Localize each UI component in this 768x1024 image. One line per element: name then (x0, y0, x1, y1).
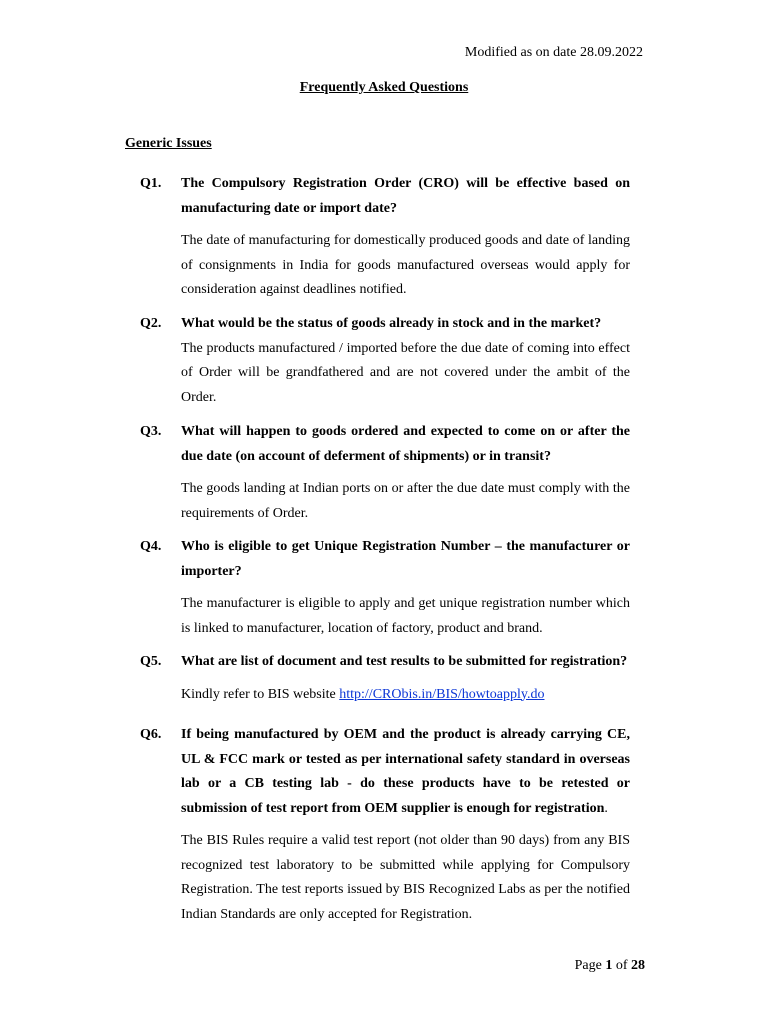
question-number: Q1. (140, 176, 162, 191)
question-text: The Compulsory Registration Order (CRO) will be effective based on manufacturing date or import date? (181, 176, 630, 216)
page-total: 28 (631, 958, 645, 973)
modified-date: Modified as on date 28.09.2022 (464, 45, 643, 60)
question-number: Q3. (140, 424, 162, 439)
question-text: Who is eligible to get Unique Registration Number – the manufacturer or importer? (181, 539, 630, 579)
answer-text (181, 683, 630, 708)
answer-text: The BIS Rules require a valid test report (not older than 90 days) from any BIS recognized test laboratory to be submitted while applying for Compulsory Registration. The test reports issued by BIS Recognized Labs as per the notified Indian Standards are only accepted for Registration. (181, 833, 630, 922)
answer-text: The goods landing at Indian ports on or after the due date must comply with the requirements of Order. (181, 481, 630, 521)
page-number (575, 957, 645, 975)
question-number: Q2. (140, 316, 162, 331)
faq-item-q5 (140, 650, 630, 707)
question-text (181, 723, 630, 821)
of-label: of (615, 958, 628, 973)
faq-item-q3 (140, 420, 630, 526)
answer-prefix: Kindly refer to BIS website (181, 686, 340, 702)
page-current: 1 (605, 958, 613, 973)
faq-item-q2 (140, 312, 630, 410)
question-text: What would be the status of goods already in stock and in the market? (181, 316, 602, 331)
question-body: If being manufactured by OEM and the product is already carrying CE, UL & FCC mark or tested as per international safety standard in overseas lab or a CB testing lab - do these products have to be retested or submission of test report from OEM supplier is enough for registration (181, 727, 630, 816)
faq-item-q1 (140, 172, 630, 303)
question-text: What are list of document and test results to be submitted for registration? (181, 654, 628, 669)
faq-item-q6 (140, 723, 630, 927)
question-period: . (604, 800, 608, 816)
question-number: Q6. (140, 727, 162, 742)
page-title: Frequently Asked Questions (299, 80, 469, 95)
question-text: What will happen to goods ordered and expected to come on or after the due date (on account of deferment of shipments) or in transit? (181, 424, 630, 464)
answer-text: The products manufactured / imported before the due date of coming into effect of Order will be grandfathered and are not covered under the ambit of the Order. (181, 340, 630, 405)
page-label: Page (574, 958, 602, 973)
section-heading: Generic Issues (125, 136, 212, 151)
faq-item-q4 (140, 535, 630, 641)
question-number: Q5. (140, 654, 162, 669)
answer-text: The manufacturer is eligible to apply and get unique registration number which is linked to manufacturer, location of factory, product and brand. (181, 596, 630, 636)
question-number: Q4. (140, 539, 162, 554)
bis-website-link[interactable]: http://CRObis.in/BIS/howtoapply.do (339, 686, 545, 702)
answer-text: The date of manufacturing for domestically produced goods and date of landing of consignments in India for goods manufactured overseas would apply for consideration against deadlines notified. (181, 233, 630, 297)
